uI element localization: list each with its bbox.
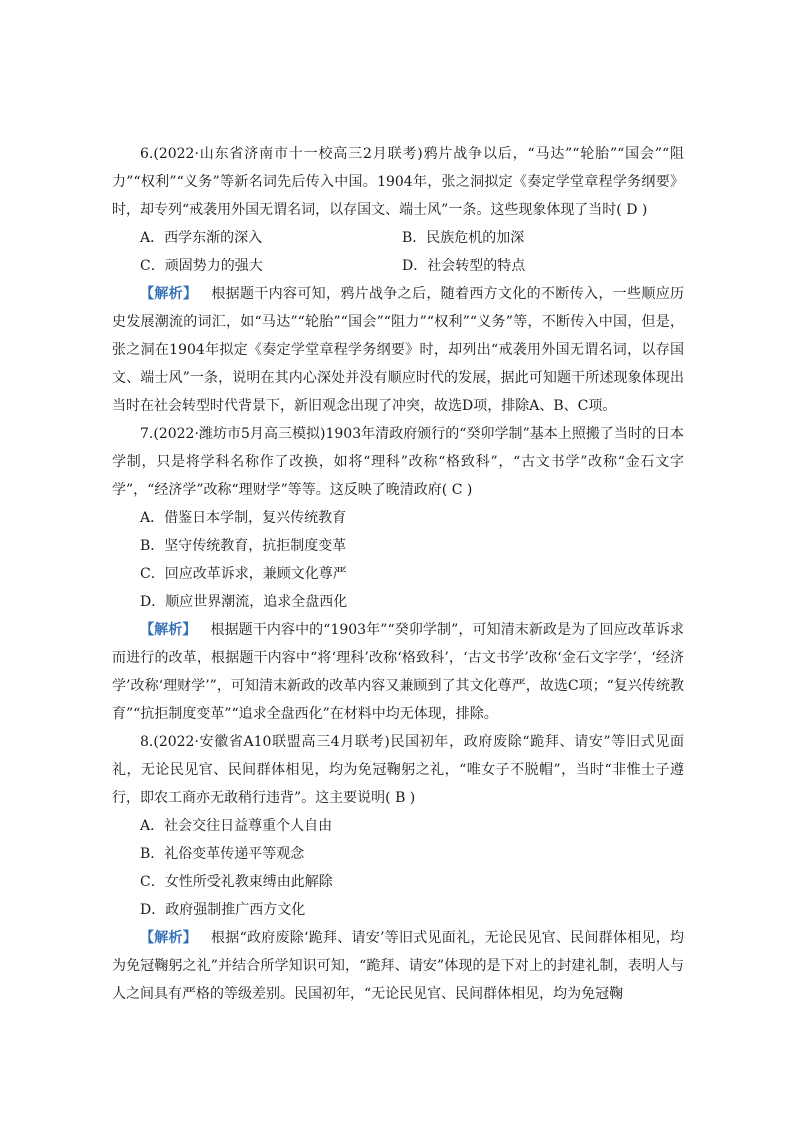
option-c: C．顽固势力的强大 [140,258,263,274]
question-7-stem: 7.(2022·潍坊市5月高三模拟)1903年清政府颁行的“癸卯学制”基本上照搬了当时的日本学制，只是将学科名称作了改换，如将“理科”改称“格致科”，“古文书学”改称“金石文字学”，“经济学”改称“理财学”等等。这反映了晚清政府( C ) [112,426,684,498]
option-a: A．西学东渐的深入 [140,230,263,246]
option-b: B．礼俗变革传递平等观念 [140,846,305,862]
option-b: B．民族危机的加深 [402,230,525,246]
explanation-text: 根据题干内容中的“1903年”“癸卯学制”，可知清末新政是为了回应改革诉求而进行的改革，根据题干内容中“将‘理科’改称‘格致科’，‘古文书学’改称‘金石文字学’，‘经济学’改称‘理财学’”，可知清末新政的改革内容又兼顾到了其文化尊严，故选C项；“复兴传统教育”“抗拒制度变革”“追求全盘西化”在材料中均无体现，排除。 [112,622,685,722]
question-7-options [112,504,684,616]
explanation-tag: 【解析】 [140,622,197,638]
question-8-explanation [112,924,684,1008]
question-8-stem: 8.(2022·安徽省A10联盟高三4月联考)民国初年，政府废除“跪拜、请安”等旧式见面礼，无论民见官、民间群体相见，均为免冠鞠躬之礼，“唯女子不脱帽”，当时“非惟士子遵行，即农工商亦无敢稍行违背”。这主要说明( B ) [112,734,684,806]
document-page [112,140,684,1008]
question-6-explanation [112,280,684,420]
question-6-stem: 6.(2022·山东省济南市十一校高三2月联考)鸦片战争以后，“马达”“轮胎”“国会”“阻力”“权利”“义务”等新名词先后传入中国。1904年，张之洞拟定《奏定学堂章程学务纲要》时，却专列“戒袭用外国无谓名词，以存国文、端士风”一条。这些现象体现了当时( D ) [112,146,684,218]
option-a: A．借鉴日本学制，复兴传统教育 [140,510,347,526]
option-d: D．社会转型的特点 [402,258,526,274]
question-8-options [112,812,684,924]
option-a: A．社会交往日益尊重个人自由 [140,818,333,834]
option-c: C．回应改革诉求，兼顾文化尊严 [140,566,347,582]
explanation-text: 根据“政府废除‘跪拜、请安’等旧式见面礼，无论民见官、民间群体相见，均为免冠鞠躬之礼”并结合所学知识可知，“跪拜、请安”体现的是下对上的封建礼制，表明人与人之间具有严格的等级差别。民国初年，“无论民见官、民间群体相见，均为免冠鞠 [112,930,684,1002]
question-6-options [112,224,684,280]
question-7-explanation [112,616,684,728]
explanation-text: 根据题干内容可知，鸦片战争之后，随着西方文化的不断传入，一些顺应历史发展潮流的词汇，如“马达”“轮胎”“国会”“阻力”“权利”“义务”等，不断传入中国，但是，张之洞在1904年拟定《奏定学堂章程学务纲要》时，却列出“戒袭用外国无谓名词，以存国文、端士风”一条，说明在其内心深处并没有顺应时代的发展，据此可知题干所述现象体现出当时在社会转型时代背景下，新旧观念出现了冲突，故选D项，排除A、B、C项。 [112,286,685,414]
option-d: D．顺应世界潮流，追求全盘西化 [140,594,348,610]
option-b: B．坚守传统教育，抗拒制度变革 [140,538,347,554]
explanation-tag: 【解析】 [140,286,198,302]
explanation-tag: 【解析】 [140,930,198,946]
option-c: C．女性所受礼教束缚由此解除 [140,874,333,890]
option-d: D．政府强制推广西方文化 [140,902,306,918]
